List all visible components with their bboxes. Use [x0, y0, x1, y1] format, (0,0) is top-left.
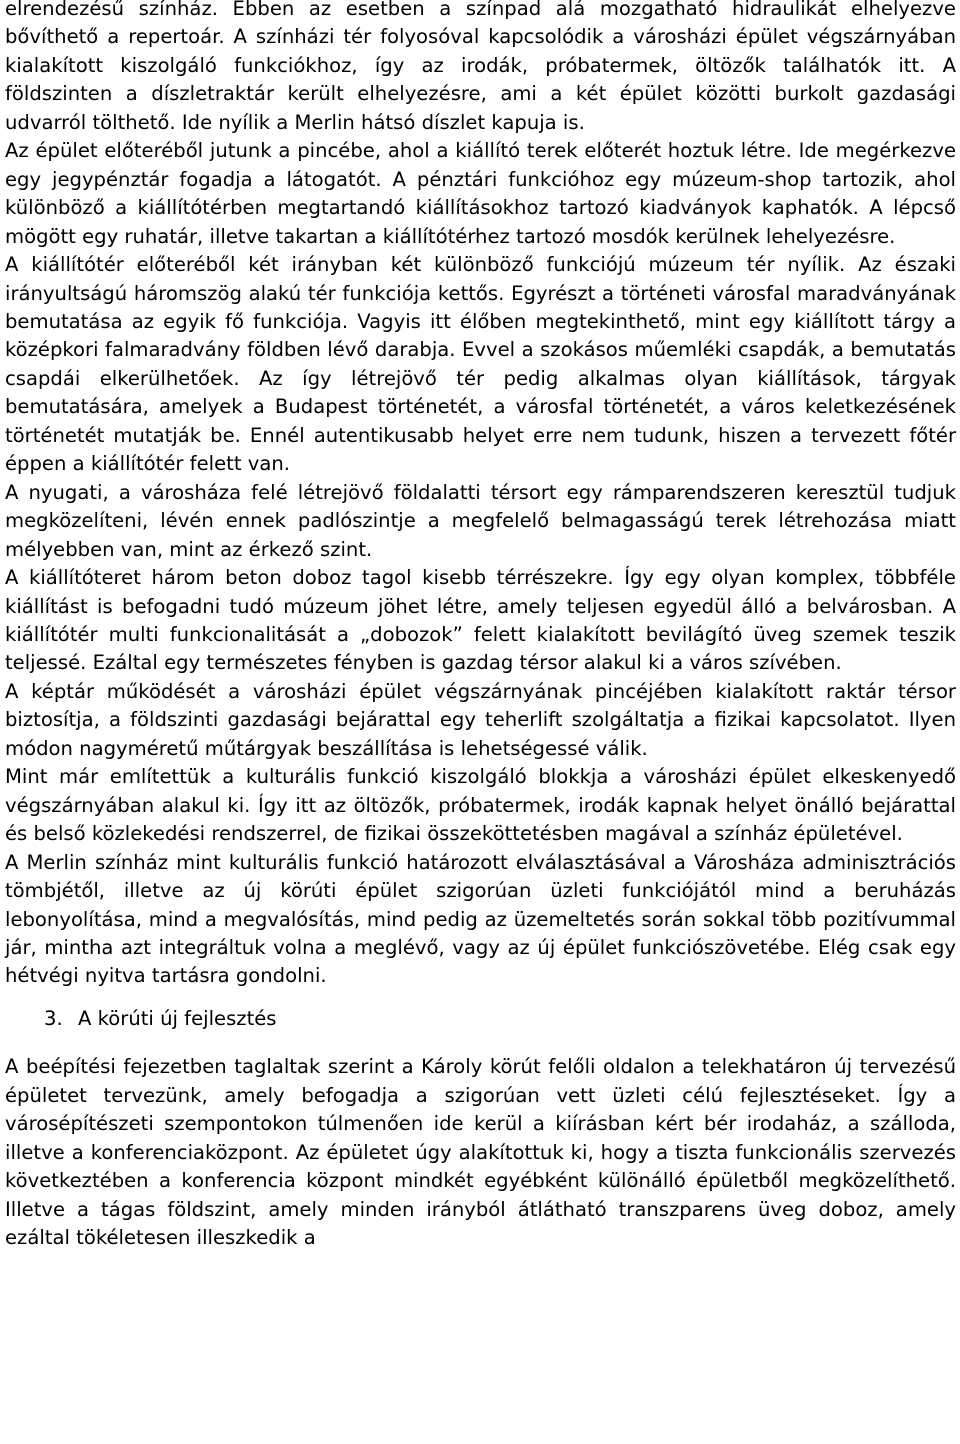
paragraph: A képtár működését a városházi épület végszárnyának pincéjében kialakított raktár térsor biztosítja, a földszinti gazdasági bejárattal egy teherlift szolgáltatja a fizikai kapcsolatot. Ilyen módon nagyméretű műtárgyak beszállítása is lehetségessé válik.: [5, 679, 956, 760]
section-title: A körúti új fejlesztés: [78, 1006, 277, 1030]
section-number: 3.: [44, 1006, 63, 1030]
paragraph: Mint már említettük a kulturális funkció kiszolgáló blokkja a városházi épület elkeskenyedő végszárnyában alakul ki. Így itt az öltözők, próbatermek, irodák kapnak helyet önálló bejárattal és belső közlekedési rendszerrel, de fizikai összeköttetésben magával a színház épületével.: [5, 765, 956, 846]
section-heading: [5, 1005, 956, 1033]
paragraph: A beépítési fejezetben taglaltak szerint a Károly körút felőli oldalon a telekhatáron új tervezésű épületet tervezünk, amely befogadja a szigorúan vett üzleti célú fejlesztéseket. Így a városépítészeti szempontokon túlmenően ide kerül a kiírásban kért bér irodaház, a szálloda, illetve a konferenciaközpont. Az épületet úgy alakítottuk ki, hogy a tiszta funkcionális szervezés következtében a konferencia központ mindkét egyébként különálló épületből megközelíthető. Illetve a tágas földszint, amely minden irányból átlátható transzparens üveg doboz, amely ezáltal tökéletesen illeszkedik a: [5, 1055, 956, 1250]
paragraph: Az épület előteréből jutunk a pincébe, ahol a kiállító terek előterét hoztuk létre. Ide megérkezve egy jegypénztár fogadja a látogatót. A pénztári funkcióhoz egy múzeum-shop tartozik, ahol különböző a kiállítótérben megtartandó kiállításokhoz tartozó kiadványok kaphatók. A lépcső mögött egy ruhatár, illetve takartan a kiállítótérhez tartozó mosdók kerülnek lehelyezésre.: [5, 139, 956, 248]
document-page: [5, 0, 956, 1252]
paragraph: A Merlin színház mint kulturális funkció határozott elválasztásával a Városháza adminisztrációs tömbjétől, illetve az új körúti épület szigorúan üzleti funkciójától mind a beruházás lebonyolítása, mind a megvalósítás, mind pedig az üzemeltetés során sokkal több pozitívummal jár, mintha azt integráltuk volna a meglévő, vagy az új épület funkciószövetébe. Elég csak egy hétvégi nyitva tartásra gondolni.: [5, 850, 956, 988]
paragraph: A kiállítóteret három beton doboz tagol kisebb térrészekre. Így egy olyan komplex, többféle kiállítást is befogadni tudó múzeum jöhet létre, amely teljesen egyedül álló a belvárosban. A kiállítótér multi funkcionalitását a „dobozok” felett kialakított bevilágító üveg szemek teszik teljessé. Ezáltal egy természetes fényben is gazdag térsor alakul ki a város szívében.: [5, 566, 956, 675]
paragraph: A kiállítótér előteréből két irányban két különböző funkciójú múzeum tér nyílik. Az északi irányultságú háromszög alakú tér funkciója kettős. Egyrészt a történeti városfal maradványának bemutatása az egyik fő funkciója. Vagyis itt élőben megtekinthető, mint egy kiállított tárgy a középkori falmaradvány földben lévő darabja. Evvel a szokásos műemléki csapdák, a bemutatás csapdái elkerülhetőek. Az így létrejövő tér pedig alkalmas olyan kiállítások, tárgyak bemutatására, amelyek a Budapest történetét, a városfal történetét, a város keletkezésének történetét mutatják be. Ennél autentikusabb helyet erre nem tudunk, hiszen a tervezett főtér éppen a kiállítótér felett van.: [5, 253, 956, 476]
paragraph: A nyugati, a városháza felé létrejövő földalatti térsort egy rámparendszeren keresztül tudjuk megközelíteni, lévén ennek padlószintje a megfelelő belmagasságú terek létrehozása miatt mélyebben van, mint az érkező szint.: [5, 480, 956, 561]
paragraph: elrendezésű színház. Ebben az esetben a színpad alá mozgatható hidraulikát elhelyezve bővíthető a repertoár. A színházi tér folyosóval kapcsolódik a városházi épület végszárnyában kialakított kiszolgáló funkciókhoz, így az irodák, próbatermek, öltözők találhatók itt. A földszinten a díszletraktár került elhelyezésre, ami a két épület közötti burkolt gazdasági udvarról tölthető. Ide nyílik a Merlin hátsó díszlet kapuja is.: [5, 0, 956, 134]
